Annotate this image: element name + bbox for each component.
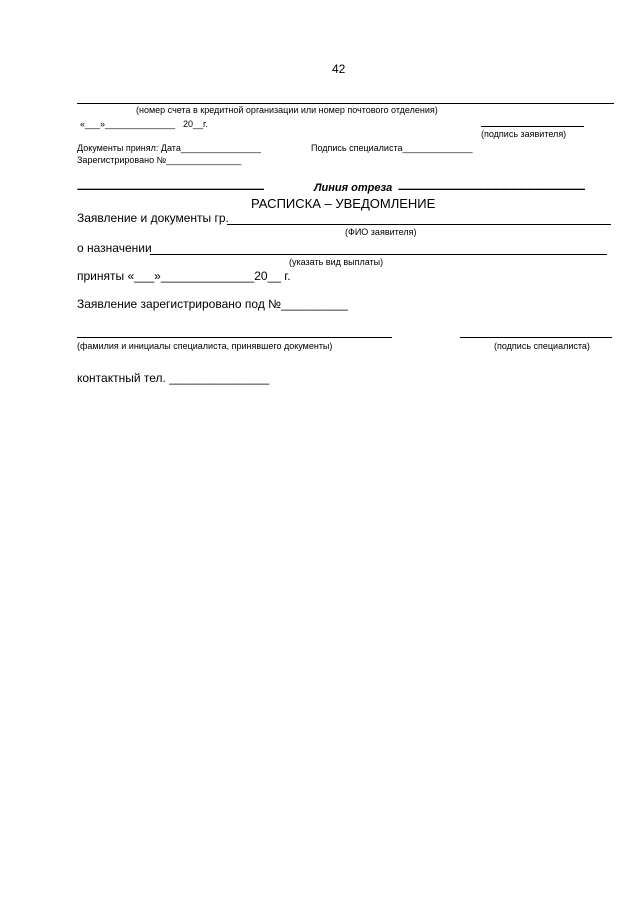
cut-line-label: Линия отреза (314, 182, 393, 194)
specialist-name-caption: (фамилия и инициалы специалиста, принявшего документы) (77, 341, 333, 351)
specialist-signature-line (460, 337, 612, 338)
applicant-name-caption: (ФИО заявителя) (345, 227, 417, 237)
applicant-signature-caption: (подпись заявителя) (481, 129, 567, 139)
date-open-field: «___»______________ (80, 119, 176, 129)
cut-line-dashes-right: ---------------------------------------------------------------------- (398, 183, 585, 195)
payment-type-caption: (указать вид выплаты) (289, 257, 384, 267)
page-number: 42 (332, 62, 346, 76)
application-from-label: Заявление и документы гр. (77, 211, 229, 225)
purpose-label: о назначении (77, 241, 152, 255)
receipt-title: РАСПИСКА – УВЕДОМЛЕНИЕ (251, 196, 436, 211)
contact-phone-field: контактный тел. _______________ (77, 371, 270, 385)
payment-type-line (150, 254, 607, 255)
account-number-line (77, 103, 614, 104)
cut-line-dashes-left: ---------------------------------------------------------------------- (77, 183, 264, 195)
docs-received-date: Документы принял: Дата________________ (77, 143, 261, 153)
date-year-field: 20__г. (183, 119, 208, 129)
applicant-signature-line (481, 126, 584, 127)
specialist-name-line (77, 337, 392, 338)
registration-number-field: Зарегистрировано №_______________ (77, 155, 242, 165)
accepted-date-field: приняты «___»______________20__ г. (77, 269, 291, 283)
specialist-signature-field: Подпись специалиста______________ (311, 143, 473, 153)
applicant-name-line (227, 224, 611, 225)
account-number-caption: (номер счета в кредитной организации или номер почтового отделения) (136, 105, 438, 115)
registered-under-field: Заявление зарегистрировано под №__________ (77, 297, 348, 311)
specialist-signature-caption: (подпись специалиста) (494, 341, 590, 351)
